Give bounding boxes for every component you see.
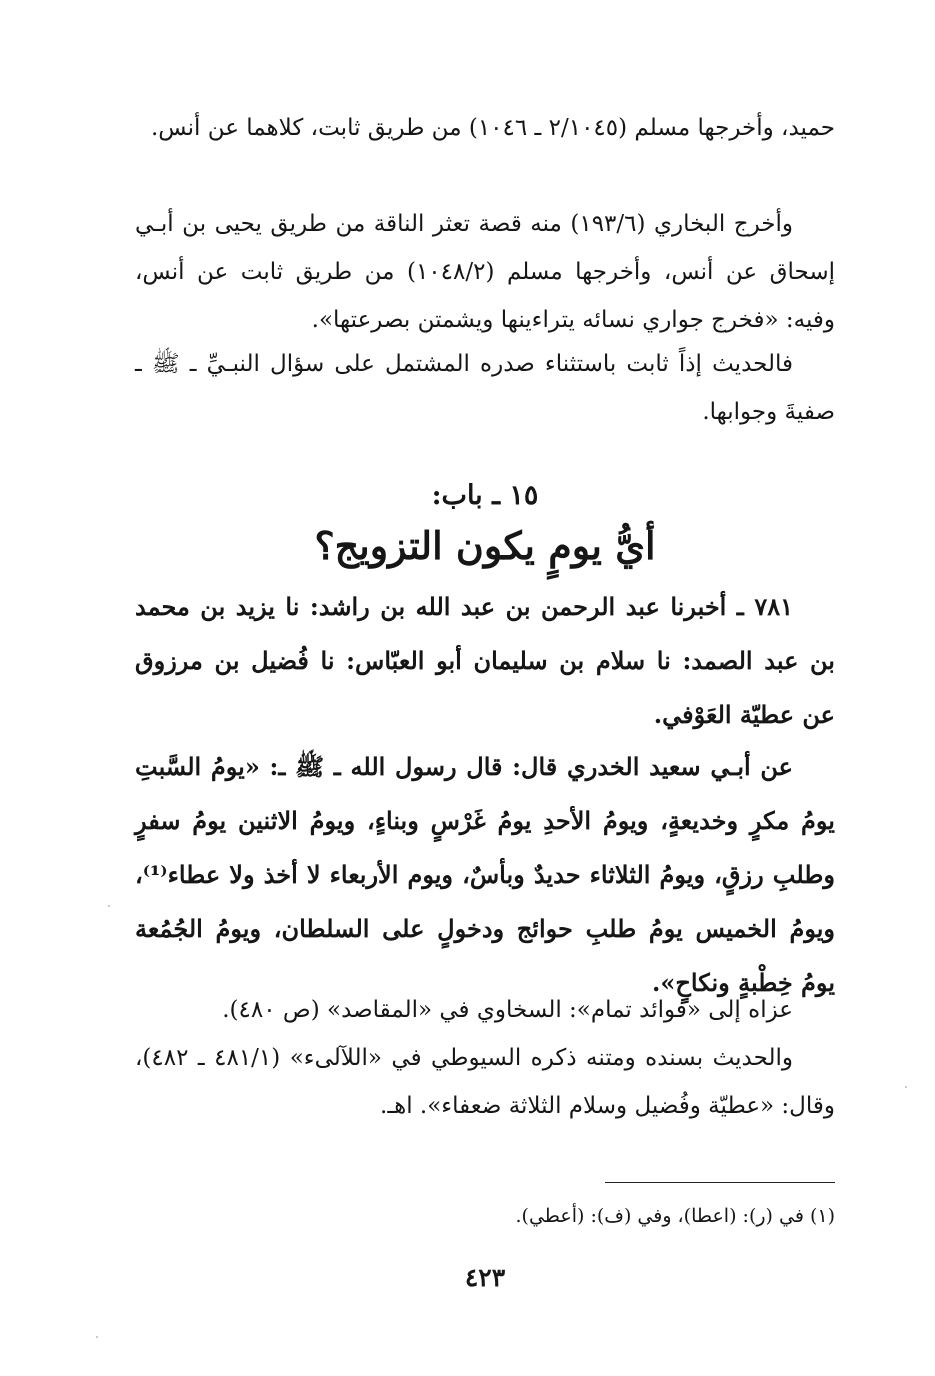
commentary-paragraph-2: والحديث بسنده ومتنه ذكره السيوطي في «اللآلىء» (٤٨١/١ ـ ٤٨٢)، وقال: «عطيّة وفُضيل وسلام الثلاثة ضعفاء». اهـ.: [135, 1045, 835, 1119]
chapter-number: ١٥ ـ باب:: [431, 480, 539, 511]
chapter-title: أيُّ يومٍ يكون التزويج؟: [314, 523, 656, 568]
page-number: ٤٢٣: [464, 1263, 506, 1292]
footnote-divider: [605, 1182, 835, 1183]
hadith-isnad: ٧٨١ ـ أخبرنا عبد الرحمن بن عبد الله بن راشد: نا يزيد بن محمد بن عبد الصمد: نا سلام بن سليمان أبو العبّاس: نا فُضيل بن مرزوق عن عطيّة العَوْفي.: [135, 592, 835, 729]
commentary-paragraph-1: عزاه إلى «فوائد تمام»: السخاوي في «المقاصد» (ص ٤٨٠).: [222, 997, 793, 1023]
hadith-matn: عن أبـي سعيد الخدري قال: قال رسول الله ـ ﷺ ـ: «يومُ السَّبتِ يومُ مكرٍ وخديعةٍ، ويومُ الأحدِ يومُ غَرْسٍ وبناءٍ، ويومُ الاثنين يومُ سفرٍ وطلبِ رزقٍ، ويومُ الثلاثاء حديدٌ وبأسٌ، ويوم الأربعاء لا أخذ ولا عطاء⁽¹⁾، ويومُ الخميس يومُ طلبِ حوائج ودخولٍ على السلطان، ويومُ الجُمُعة يومُ خِطْبةٍ ونكاحٍ».: [135, 752, 835, 997]
top-paragraph-2: وأخرج البخاري (١٩٣/٦) منه قصة تعثر الناقة من طريق يحيى بن أبـي إسحاق عن أنس، وأخرجها مسلم (١٠٤٨/٢) من طريق ثابت عن أنس، وفيه: «فخرج جواري نسائه يتراءينها ويشمتن بصرعتها».: [135, 211, 835, 333]
top-paragraph-1: حميد، وأخرجها مسلم (٢/١٠٤٥ ـ ١٠٤٦) من طريق ثابت، كلاهما عن أنس.: [150, 115, 835, 141]
scan-speck: [108, 905, 110, 907]
footnote: (١) في (ر): (اعطا)، وفي (ف): (أعطي).: [515, 1205, 835, 1227]
scan-speck: [905, 1086, 907, 1088]
top-paragraph-3: فالحديث إذاً ثابت باستثناء صدره المشتمل على سؤال النبـيِّ ـ ﷺ ـ صفيةَ وجوابها.: [135, 351, 835, 425]
scan-speck: [96, 1336, 98, 1338]
